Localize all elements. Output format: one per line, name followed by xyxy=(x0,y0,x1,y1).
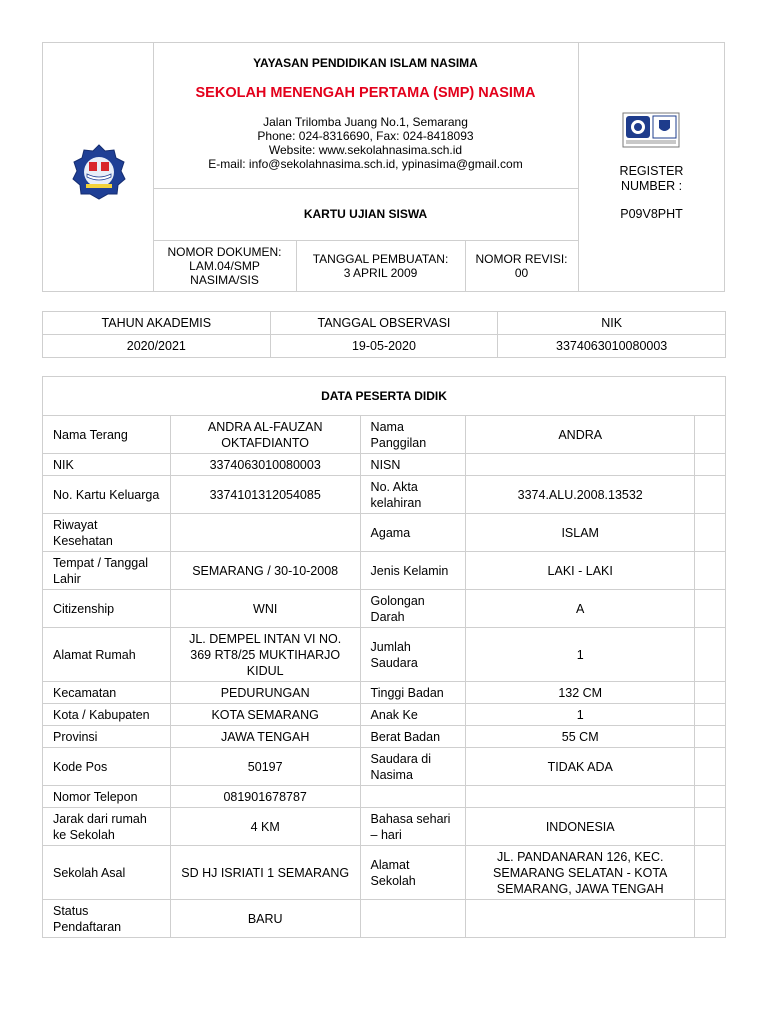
field-label: Kode Pos xyxy=(43,748,171,786)
empty-cell xyxy=(695,552,726,590)
field-label xyxy=(360,900,466,938)
revision-number: NOMOR REVISI: 00 xyxy=(475,252,568,280)
empty-cell xyxy=(695,416,726,454)
empty-cell xyxy=(695,514,726,552)
field-label: Kecamatan xyxy=(43,682,171,704)
nik-header: NIK xyxy=(498,312,726,335)
field-value: JL. PANDANARAN 126, KEC. SEMARANG SELATAN - KOTA SEMARANG, JAWA TENGAH xyxy=(466,846,695,900)
field-label: Golongan Darah xyxy=(360,590,466,628)
field-label: Tinggi Badan xyxy=(360,682,466,704)
table-row xyxy=(43,786,726,808)
field-value: 4 KM xyxy=(170,808,360,846)
table-row xyxy=(43,335,726,358)
field-value xyxy=(466,454,695,476)
empty-cell xyxy=(695,726,726,748)
field-value: 081901678787 xyxy=(170,786,360,808)
field-label xyxy=(360,786,466,808)
field-label: Nama Panggilan xyxy=(360,416,466,454)
field-value: SD HJ ISRIATI 1 SEMARANG xyxy=(170,846,360,900)
field-value: KOTA SEMARANG xyxy=(170,704,360,726)
empty-cell xyxy=(695,628,726,682)
nik-value: 3374063010080003 xyxy=(498,335,726,358)
field-label: Status Pendaftaran xyxy=(43,900,171,938)
field-value: 132 CM xyxy=(466,682,695,704)
school-email: E-mail: info@sekolahnasima.sch.id, ypinasima@gmail.com xyxy=(208,157,523,171)
field-value: BARU xyxy=(170,900,360,938)
header-divider xyxy=(153,240,578,241)
field-label: Kota / Kabupaten xyxy=(43,704,171,726)
field-label: Nomor Telepon xyxy=(43,786,171,808)
field-value: 3374063010080003 xyxy=(170,454,360,476)
academic-info-table xyxy=(42,311,726,358)
field-label: Nama Terang xyxy=(43,416,171,454)
field-label: Riwayat Kesehatan xyxy=(43,514,171,552)
field-value: 1 xyxy=(466,704,695,726)
field-value: TIDAK ADA xyxy=(466,748,695,786)
field-value: ANDRA xyxy=(466,416,695,454)
field-label: Jumlah Saudara xyxy=(360,628,466,682)
field-label: Saudara di Nasima xyxy=(360,748,466,786)
iso-certification-badge xyxy=(622,112,680,148)
table-row xyxy=(43,748,726,786)
field-value: 55 CM xyxy=(466,726,695,748)
table-row xyxy=(43,454,726,476)
register-number-value: P09V8PHT xyxy=(620,207,683,221)
table-row xyxy=(43,552,726,590)
field-value: 1 xyxy=(466,628,695,682)
field-label: Sekolah Asal xyxy=(43,846,171,900)
field-value: 3374.ALU.2008.13532 xyxy=(466,476,695,514)
table-row xyxy=(43,628,726,682)
field-value: SEMARANG / 30-10-2008 xyxy=(170,552,360,590)
document-number: NOMOR DOKUMEN: LAM.04/SMP NASIMA/SIS xyxy=(167,245,282,287)
section-title: DATA PESERTA DIDIK xyxy=(43,377,726,416)
school-name: SEKOLAH MENENGAH PERTAMA (SMP) NASIMA xyxy=(195,85,536,101)
empty-cell xyxy=(695,704,726,726)
student-data-table xyxy=(42,376,726,938)
document-title: KARTU UJIAN SISWA xyxy=(303,207,428,221)
table-row xyxy=(43,682,726,704)
empty-cell xyxy=(695,900,726,938)
empty-cell xyxy=(695,786,726,808)
table-header-row xyxy=(43,377,726,416)
field-label: Berat Badan xyxy=(360,726,466,748)
observation-date-header: TANGGAL OBSERVASI xyxy=(270,312,498,335)
table-row xyxy=(43,704,726,726)
school-phone: Phone: 024-8316690, Fax: 024-8418093 xyxy=(257,129,474,143)
field-label: Agama xyxy=(360,514,466,552)
field-label: NIK xyxy=(43,454,171,476)
field-value xyxy=(170,514,360,552)
school-address: Jalan Trilomba Juang No.1, Semarang xyxy=(263,115,468,129)
field-value: A xyxy=(466,590,695,628)
empty-cell xyxy=(695,476,726,514)
field-label: NISN xyxy=(360,454,466,476)
field-value: 50197 xyxy=(170,748,360,786)
field-value: ANDRA AL-FAUZAN OKTAFDIANTO xyxy=(170,416,360,454)
foundation-name: YAYASAN PENDIDIKAN ISLAM NASIMA xyxy=(253,56,478,70)
table-row xyxy=(43,726,726,748)
field-label: Jarak dari rumah ke Sekolah xyxy=(43,808,171,846)
table-row xyxy=(43,590,726,628)
empty-cell xyxy=(695,682,726,704)
table-row xyxy=(43,808,726,846)
table-row xyxy=(43,476,726,514)
field-label: Alamat Rumah xyxy=(43,628,171,682)
school-crest-logo xyxy=(72,144,126,200)
field-value: JAWA TENGAH xyxy=(170,726,360,748)
field-value: LAKI - LAKI xyxy=(466,552,695,590)
field-label: Anak Ke xyxy=(360,704,466,726)
field-label: Citizenship xyxy=(43,590,171,628)
empty-cell xyxy=(695,454,726,476)
field-label: Jenis Kelamin xyxy=(360,552,466,590)
table-row xyxy=(43,846,726,900)
field-value: 3374101312054085 xyxy=(170,476,360,514)
observation-date-value: 19-05-2020 xyxy=(270,335,498,358)
table-row xyxy=(43,312,726,335)
empty-cell xyxy=(695,590,726,628)
empty-cell xyxy=(695,846,726,900)
table-row xyxy=(43,416,726,454)
header-divider xyxy=(153,188,578,189)
field-value: INDONESIA xyxy=(466,808,695,846)
field-label: Alamat Sekolah xyxy=(360,846,466,900)
field-label: Bahasa sehari – hari xyxy=(360,808,466,846)
register-number-label: REGISTER NUMBER : xyxy=(619,164,684,193)
creation-date: TANGGAL PEMBUATAN: 3 APRIL 2009 xyxy=(312,252,449,280)
field-value: ISLAM xyxy=(466,514,695,552)
empty-cell xyxy=(695,808,726,846)
field-value: WNI xyxy=(170,590,360,628)
school-website: Website: www.sekolahnasima.sch.id xyxy=(268,143,463,157)
field-value xyxy=(466,900,695,938)
empty-cell xyxy=(695,748,726,786)
field-value: PEDURUNGAN xyxy=(170,682,360,704)
field-value xyxy=(466,786,695,808)
field-value: JL. DEMPEL INTAN VI NO. 369 RT8/25 MUKTIHARJO KIDUL xyxy=(170,628,360,682)
academic-year-header: TAHUN AKADEMIS xyxy=(43,312,271,335)
field-label: No. Kartu Keluarga xyxy=(43,476,171,514)
field-label: Tempat / Tanggal Lahir xyxy=(43,552,171,590)
field-label: No. Akta kelahiran xyxy=(360,476,466,514)
table-row xyxy=(43,900,726,938)
field-label: Provinsi xyxy=(43,726,171,748)
academic-year-value: 2020/2021 xyxy=(43,335,271,358)
table-row xyxy=(43,514,726,552)
